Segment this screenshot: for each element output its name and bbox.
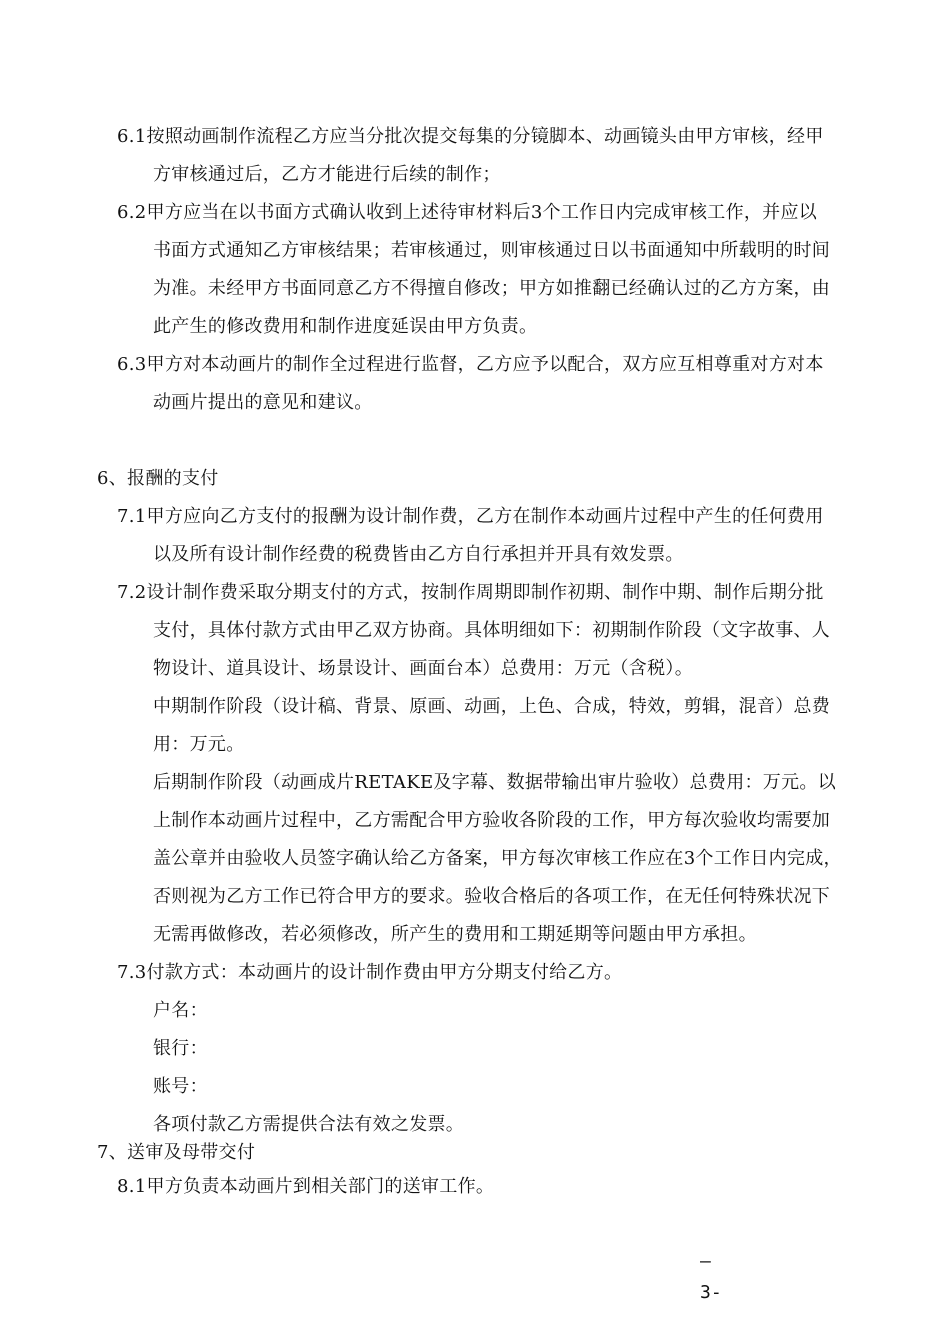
clause-7-2-continued: 用：万元。 xyxy=(153,734,245,755)
clause-7-2-late-stage: 后期制作阶段（动画成片RETAKE及字幕、数据带输出审片验收）总费用：万元。以 xyxy=(153,772,836,793)
account-name-label: 户名： xyxy=(153,1000,208,1021)
clause-7-2-continued: 盖公章并由验收人员签字确认给乙方备案，甲方每次审核工作应在3个工作日内完成， xyxy=(153,848,842,869)
section-heading-review-delivery: 7、送审及母带交付 xyxy=(97,1142,256,1163)
invoice-note: 各项付款乙方需提供合法有效之发票。 xyxy=(153,1114,465,1135)
clause-6-1: 6.1按照动画制作流程乙方应当分批次提交每集的分镜脚本、动画镜头由甲方审核，经甲 xyxy=(117,126,824,147)
clause-6-2-continued: 书面方式通知乙方审核结果；若审核通过，则审核通过日以书面通知中所载明的时间 xyxy=(153,240,831,261)
section-heading-payment: 6、报酬的支付 xyxy=(97,468,219,489)
clause-6-2-continued: 此产生的修改费用和制作进度延误由甲方负责。 xyxy=(153,316,538,337)
clause-6-3: 6.3甲方对本动画片的制作全过程进行监督，乙方应予以配合，双方应互相尊重对方对本 xyxy=(117,354,824,375)
clause-7-2: 7.2设计制作费采取分期支付的方式，按制作周期即制作初期、制作中期、制作后期分批 xyxy=(117,582,824,603)
clause-6-1-continued: 方审核通过后，乙方才能进行后续的制作； xyxy=(153,164,501,185)
clause-6-2-continued: 为准。未经甲方书面同意乙方不得擅自修改；甲方如推翻已经确认过的乙方方案，由 xyxy=(153,278,831,299)
clause-7-1-continued: 以及所有设计制作经费的税费皆由乙方自行承担并开具有效发票。 xyxy=(153,544,684,565)
clause-6-2: 6.2甲方应当在以书面方式确认收到上述待审材料后3个工作日内完成审核工作，并应以 xyxy=(117,202,818,223)
clause-7-2-continued: 否则视为乙方工作已符合甲方的要求。验收合格后的各项工作，在无任何特殊状况下 xyxy=(153,886,831,907)
clause-8-1: 8.1甲方负责本动画片到相关部门的送审工作。 xyxy=(117,1176,495,1197)
page-number: 3- xyxy=(700,1282,722,1303)
clause-7-1: 7.1甲方应向乙方支付的报酬为设计制作费，乙方在制作本动画片过程中产生的任何费用 xyxy=(117,506,824,527)
clause-7-3: 7.3付款方式：本动画片的设计制作费由甲方分期支付给乙方。 xyxy=(117,962,623,983)
clause-7-2-continued: 上制作本动画片过程中，乙方需配合甲方验收各阶段的工作，甲方每次验收均需要加 xyxy=(153,810,831,831)
clause-7-2-continued: 物设计、道具设计、场景设计、画面台本）总费用：万元（含税）。 xyxy=(153,658,693,679)
page-number-dash: – xyxy=(700,1251,711,1272)
clause-6-3-continued: 动画片提出的意见和建议。 xyxy=(153,392,373,413)
clause-7-2-continued: 支付，具体付款方式由甲乙双方协商。具体明细如下：初期制作阶段（文字故事、人 xyxy=(153,620,831,641)
account-number-label: 账号： xyxy=(153,1076,208,1097)
clause-7-2-mid-stage: 中期制作阶段（设计稿、背景、原画、动画，上色、合成，特效，剪辑，混音）总费 xyxy=(153,696,831,717)
clause-7-2-continued: 无需再做修改，若必须修改，所产生的费用和工期延期等问题由甲方承担。 xyxy=(153,924,757,945)
bank-label: 银行： xyxy=(153,1038,208,1059)
